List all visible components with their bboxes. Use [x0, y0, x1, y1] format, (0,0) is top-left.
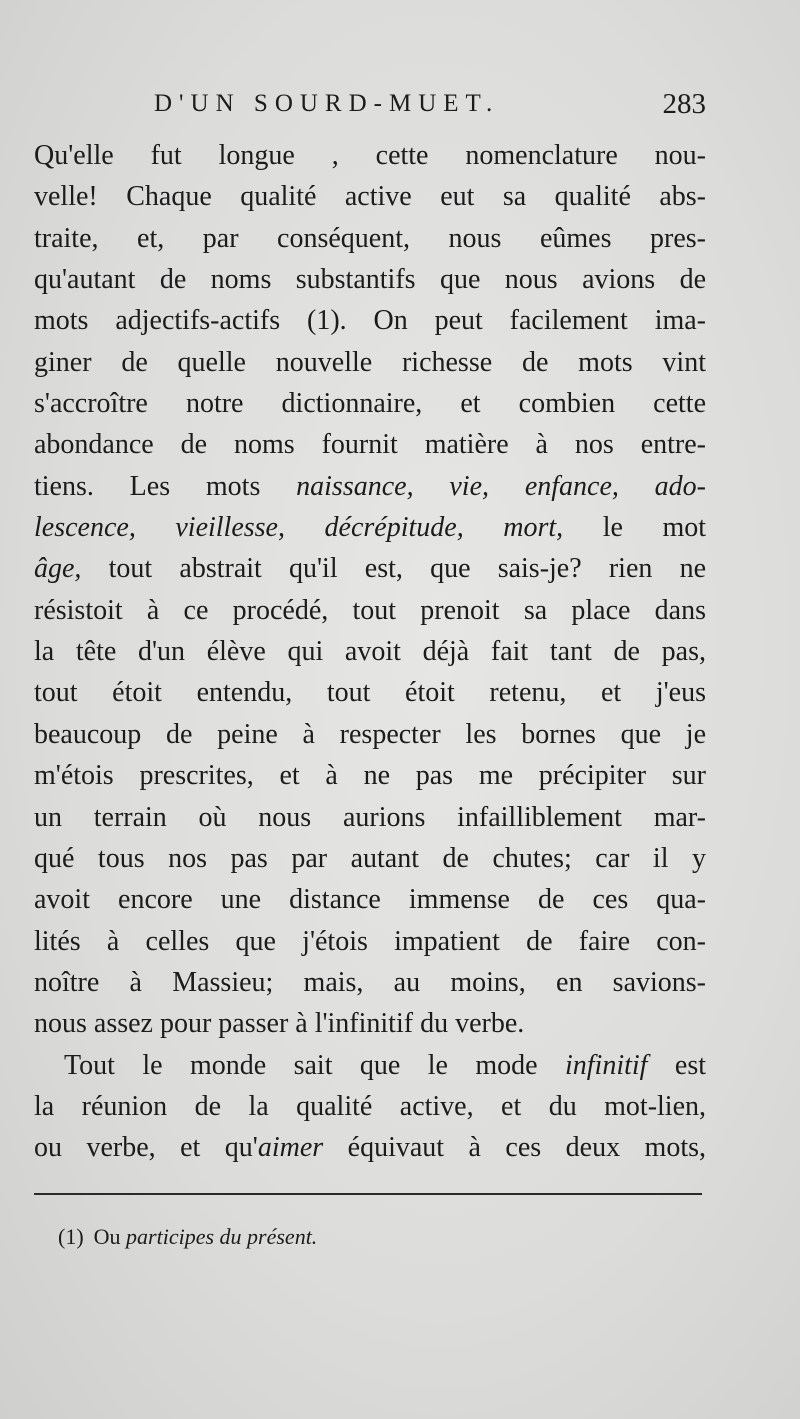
text-line: la réunion de la qualité active, et du mot-lien,	[34, 1090, 706, 1122]
text-segment: le mot	[602, 512, 706, 544]
footnote-text: Ou	[93, 1224, 121, 1249]
italic-segment: lescence, vieillesse, décrépitude, mort,	[34, 512, 564, 544]
text-line: résistoit à ce procédé, tout prenoit sa place dans	[34, 594, 706, 626]
text-line: giner de quelle nouvelle richesse de mots vint	[34, 346, 706, 378]
text-line: qu'autant de noms substantifs que nous avions de	[34, 264, 706, 296]
footnote	[58, 1224, 317, 1250]
text-line: m'étois prescrites, et à ne pas me précipiter sur	[34, 760, 706, 792]
text-segment: équivaut à ces deux mots,	[347, 1132, 706, 1164]
page-number: 283	[662, 88, 706, 120]
text-line	[34, 466, 706, 507]
body-text	[34, 135, 706, 1169]
text-segment: tout abstrait qu'il est, que sais-je? rien ne	[108, 553, 706, 585]
text-line	[34, 1127, 706, 1168]
text-line: s'accroître notre dictionnaire, et combien cette	[34, 388, 706, 420]
text-line: beaucoup de peine à respecter les bornes que je	[34, 718, 706, 750]
italic-segment: infinitif	[565, 1049, 648, 1081]
text-line: mots adjectifs-actifs (1). On peut facilement ima-	[34, 305, 706, 337]
text-line: noître à Massieu; mais, au moins, en savions-	[34, 966, 706, 998]
text-segment: tiens. Les mots	[34, 470, 261, 502]
text-line: un terrain où nous aurions infailliblement mar-	[34, 801, 706, 833]
text-line: traite, et, par conséquent, nous eûmes pres-	[34, 222, 706, 254]
text-line	[34, 1045, 706, 1086]
text-line: avoit encore une distance immense de ces qua-	[34, 884, 706, 916]
text-line: Qu'elle fut longue , cette nomenclature nou-	[34, 140, 706, 171]
running-title: D'UN SOURD-MUET.	[154, 90, 500, 117]
text-line: la tête d'un élève qui avoit déjà fait tant de pas,	[34, 636, 706, 668]
text-line: lités à celles que j'étois impatient de faire con-	[34, 925, 706, 957]
text-line: qué tous nos pas par autant de chutes; car il y	[34, 842, 706, 874]
italic-segment: aimer	[257, 1132, 324, 1164]
italic-segment: naissance, vie, enfance, ado-	[296, 470, 706, 502]
running-head	[34, 86, 706, 130]
footnote-italic-text: participes du présent.	[126, 1224, 318, 1249]
footnote-rule	[34, 1193, 702, 1195]
text-line: tout étoit entendu, tout étoit retenu, et j'eus	[34, 677, 706, 709]
text-segment: ou verbe, et qu'	[34, 1132, 258, 1164]
text-line	[34, 548, 706, 589]
text-segment: est	[674, 1049, 706, 1081]
text-line: velle! Chaque qualité active eut sa qualité abs-	[34, 181, 706, 213]
text-segment: Tout le monde sait que le mode	[64, 1049, 538, 1081]
footnote-number: (1)	[58, 1224, 84, 1249]
text-line	[34, 507, 706, 548]
text-line: nous assez pour passer à l'infinitif du verbe.	[34, 1008, 525, 1040]
italic-segment: âge,	[34, 553, 82, 585]
text-line: abondance de noms fournit matière à nos entre-	[34, 429, 706, 461]
